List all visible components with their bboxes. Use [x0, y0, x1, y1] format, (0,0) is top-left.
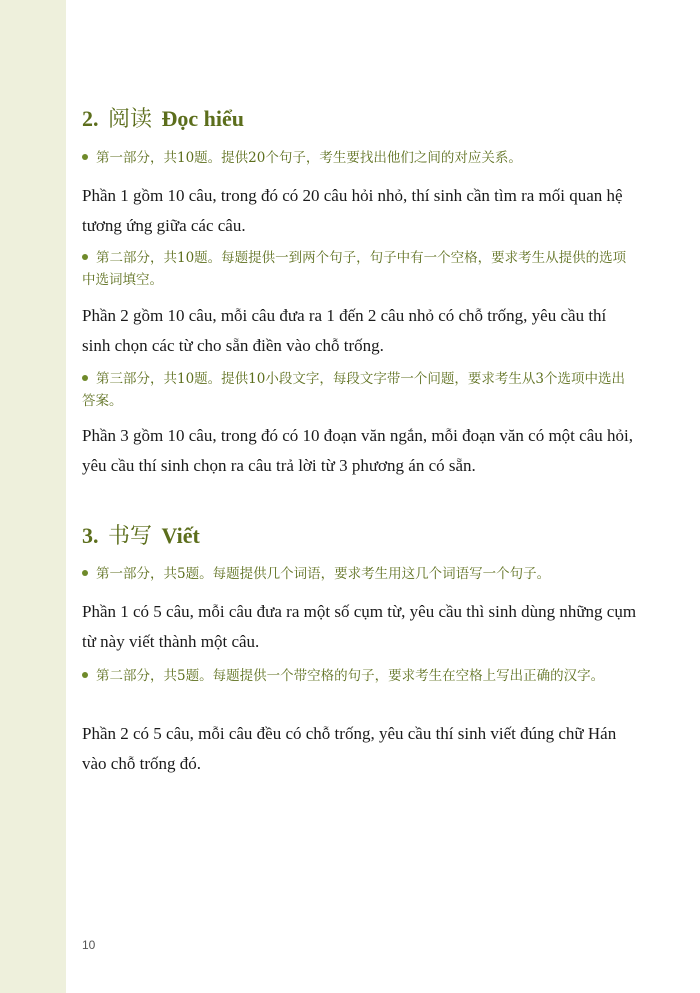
vn-paragraph: Phần 1 gồm 10 câu, trong đó có 20 câu hỏi nhỏ, thí sinh cần tìm ra mối quan hệ tương ứng giữa các câu. [82, 186, 623, 235]
bullet-icon [82, 672, 88, 678]
cn-item-text: 第一部分，共5题。每题提供几个词语，要求考生用这几个词语写一个句子。 [96, 566, 551, 582]
page-margin-band [0, 0, 66, 993]
section-number: 2. [82, 106, 99, 131]
cn-item [82, 368, 638, 412]
vn-paragraph: Phần 2 có 5 câu, mỗi câu đều có chỗ trống, yêu cầu thí sinh viết đúng chữ Hán vào chỗ trống đó. [82, 724, 617, 773]
cn-item [82, 147, 638, 169]
section-title-reading [82, 108, 244, 130]
bullet-icon [82, 375, 88, 381]
section-title-vi: Viết [161, 523, 200, 548]
section-number: 3. [82, 523, 99, 548]
vn-paragraph: Phần 1 có 5 câu, mỗi câu đưa ra một số cụm từ, yêu cầu thì sinh dùng những cụm từ này viết thành một câu. [82, 602, 637, 651]
cn-item [82, 247, 638, 291]
page-number: 10 [82, 938, 96, 952]
bullet-icon [82, 154, 88, 160]
cn-item-text: 第二部分，共5题。每题提供一个带空格的句子，要求考生在空格上写出正确的汉字。 [96, 668, 605, 684]
cn-item [82, 563, 638, 585]
section-title-vi: Đọc hiểu [161, 106, 245, 131]
vn-paragraph: Phần 2 gồm 10 câu, mỗi câu đưa ra 1 đến 2 câu nhỏ có chỗ trống, yêu cầu thí sinh chọn các từ cho sẵn điền vào chỗ trống. [82, 306, 607, 355]
section-title-zh: 书写 [108, 523, 153, 548]
section-title-writing [82, 525, 200, 547]
bullet-icon [82, 570, 88, 576]
cn-item-text: 第二部分，共10题。每题提供一到两个句子，句子中有一个空格，要求考生从提供的选项中选词填空。 [82, 250, 627, 288]
cn-item-text: 第三部分，共10题。提供10小段文字，每段文字带一个问题，要求考生从3个选项中选出答案。 [82, 371, 625, 409]
cn-item [82, 665, 638, 687]
cn-item-text: 第一部分，共10题。提供20个句子，考生要找出他们之间的对应关系。 [96, 150, 522, 166]
vn-paragraph: Phần 3 gồm 10 câu, trong đó có 10 đoạn văn ngắn, mỗi đoạn văn có một câu hỏi, yêu cầu thí sinh chọn ra câu trả lời từ 3 phương án có sẵn. [82, 426, 633, 475]
section-title-zh: 阅读 [108, 106, 153, 131]
bullet-icon [82, 254, 88, 260]
